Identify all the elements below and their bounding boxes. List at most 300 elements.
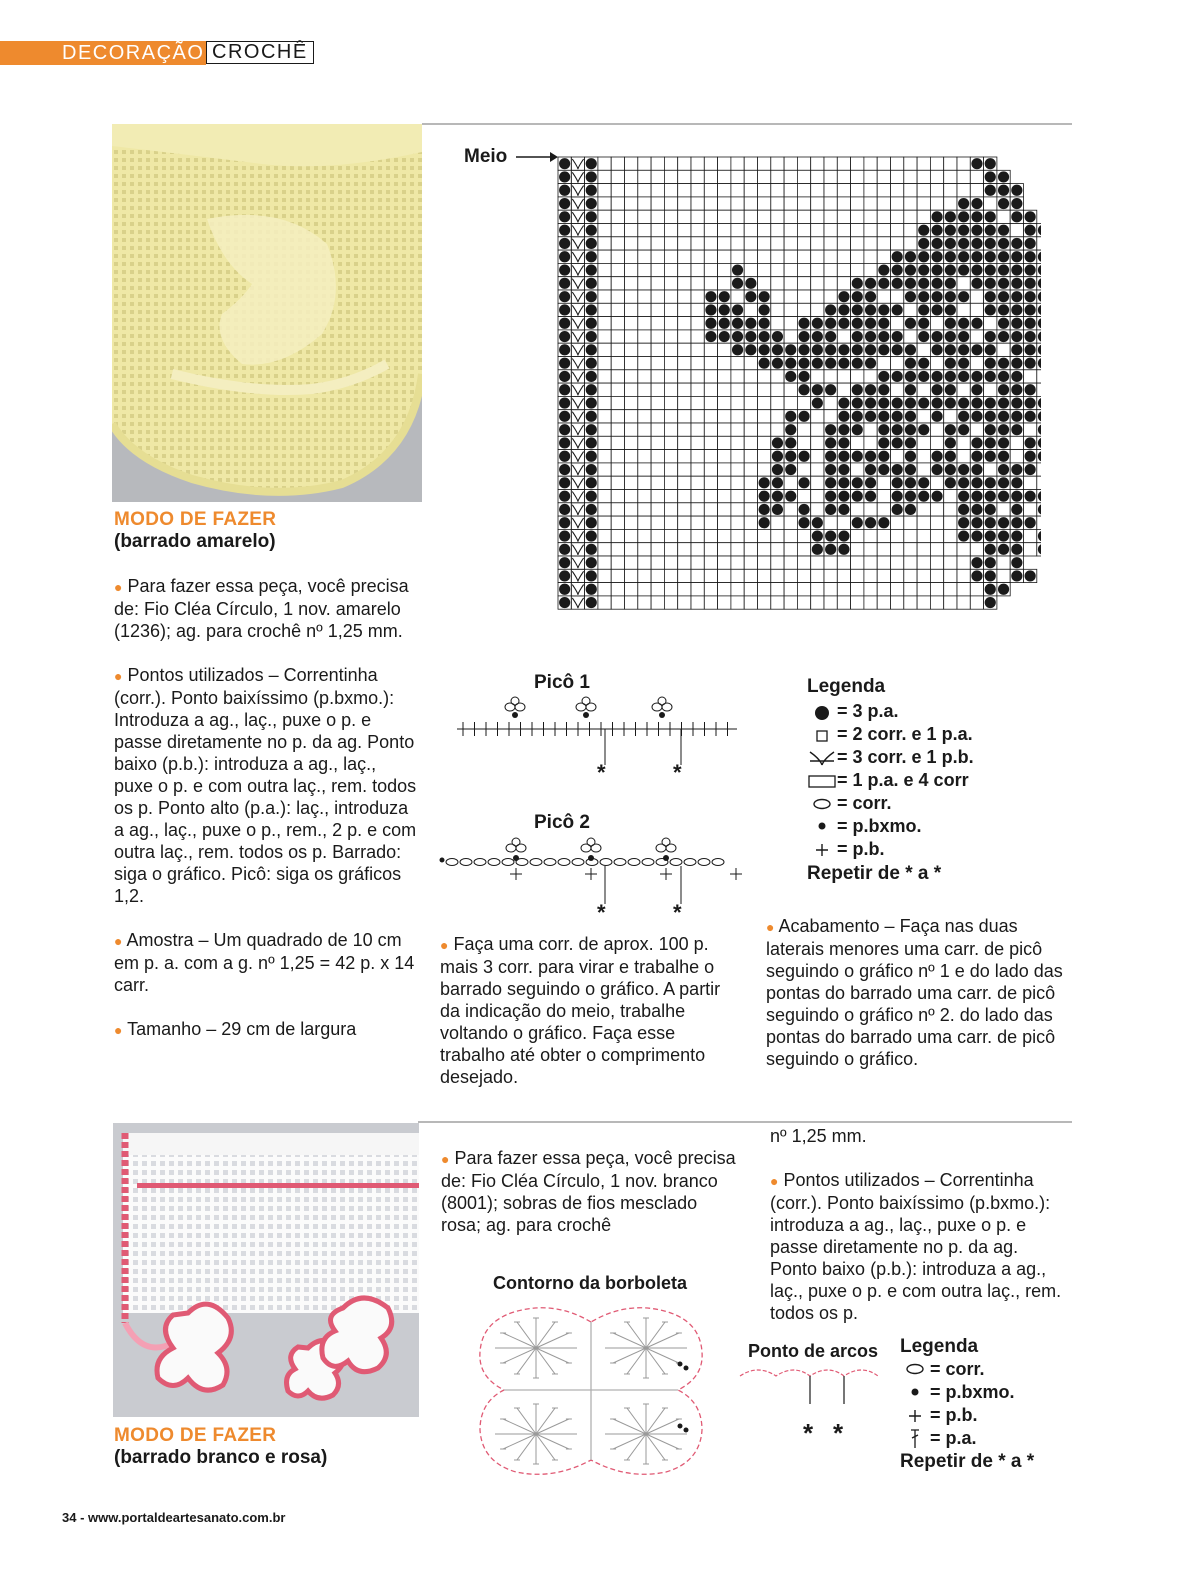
chart-cell bbox=[891, 357, 904, 370]
chart-cell bbox=[811, 450, 824, 463]
chart-cell bbox=[651, 423, 664, 436]
chart-cell bbox=[877, 490, 890, 503]
chart-filled-cell bbox=[759, 491, 770, 502]
chart-filled-cell bbox=[905, 464, 916, 475]
chart-cell bbox=[638, 277, 651, 290]
bottom-middle-paragraph: ● Para fazer essa peça, você precisa de: Fio Cléa Círculo, 1 nov. branco (8001); sobras de fios mesclado rosa; ag. para crochê bbox=[441, 1148, 736, 1235]
chart-cell bbox=[744, 357, 757, 370]
chart-filled-cell bbox=[985, 451, 996, 462]
chart-filled-cell bbox=[998, 437, 1009, 448]
chart-filled-cell bbox=[559, 371, 570, 382]
chart-filled-cell bbox=[985, 211, 996, 222]
chart-cell bbox=[664, 357, 677, 370]
chart-filled-cell bbox=[825, 544, 836, 555]
chart-cell bbox=[837, 370, 850, 383]
chart-cell bbox=[771, 263, 784, 276]
chart-filled-cell bbox=[1025, 251, 1036, 262]
chart-picot-cell bbox=[572, 492, 583, 502]
chart-cell bbox=[758, 370, 771, 383]
chart-filled-cell bbox=[998, 584, 1009, 595]
chart-filled-cell bbox=[772, 331, 783, 342]
chart-cell bbox=[678, 250, 691, 263]
chart-cell bbox=[651, 224, 664, 237]
chart-filled-cell bbox=[772, 358, 783, 369]
chart-filled-cell bbox=[838, 491, 849, 502]
chart-cell bbox=[758, 410, 771, 423]
chart-cell bbox=[957, 583, 970, 596]
chart-cell bbox=[744, 516, 757, 529]
chart-cell bbox=[784, 250, 797, 263]
chart-filled-cell bbox=[759, 517, 770, 528]
chart-cell bbox=[638, 330, 651, 343]
chart-cell bbox=[691, 396, 704, 409]
chart-filled-cell bbox=[998, 491, 1009, 502]
chart-cell bbox=[851, 263, 864, 276]
chart-cell bbox=[691, 436, 704, 449]
chart-cell bbox=[678, 330, 691, 343]
chart-filled-cell bbox=[772, 504, 783, 515]
chart-filled-cell bbox=[865, 477, 876, 488]
chart-cell bbox=[758, 263, 771, 276]
chart-cell bbox=[611, 490, 624, 503]
chart-cell bbox=[771, 529, 784, 542]
chart-cell bbox=[704, 237, 717, 250]
chart-cell bbox=[864, 503, 877, 516]
chart-filled-cell bbox=[586, 597, 597, 608]
chart-cell bbox=[771, 370, 784, 383]
section-label: DECORAÇÃO bbox=[62, 42, 205, 64]
chart-cell bbox=[997, 343, 1010, 356]
chart-cell bbox=[784, 476, 797, 489]
chart-filled-cell bbox=[559, 584, 570, 595]
chart-cell bbox=[1024, 543, 1037, 556]
chart-filled-cell bbox=[825, 530, 836, 541]
chart-filled-cell bbox=[586, 278, 597, 289]
chart-cell bbox=[598, 596, 611, 609]
chart-filled-cell bbox=[931, 291, 942, 302]
chart-filled-cell bbox=[878, 517, 889, 528]
chart-filled-cell bbox=[586, 344, 597, 355]
chart-filled-cell bbox=[958, 530, 969, 541]
chart-cell bbox=[651, 357, 664, 370]
chart-filled-cell bbox=[1011, 517, 1022, 528]
chart-cell bbox=[877, 210, 890, 223]
chart-filled-cell bbox=[985, 570, 996, 581]
chart-cell bbox=[824, 224, 837, 237]
chart-filled-cell bbox=[878, 451, 889, 462]
chart-filled-cell bbox=[745, 278, 756, 289]
chart-cell bbox=[811, 250, 824, 263]
chart-picot-cell bbox=[572, 505, 583, 515]
chart-filled-cell bbox=[559, 464, 570, 475]
chart-filled-cell bbox=[838, 291, 849, 302]
chart-filled-cell bbox=[559, 171, 570, 182]
chart-cell bbox=[611, 503, 624, 516]
chart-filled-cell bbox=[798, 318, 809, 329]
top-rule bbox=[422, 123, 1072, 125]
chart-cell bbox=[678, 490, 691, 503]
chart-cell bbox=[638, 170, 651, 183]
chart-filled-cell bbox=[878, 304, 889, 315]
chart-cell bbox=[598, 343, 611, 356]
chart-cell bbox=[797, 583, 810, 596]
chart-cell bbox=[678, 476, 691, 489]
chart-cell bbox=[625, 410, 638, 423]
chart-filled-cell bbox=[918, 331, 929, 342]
chart-cell bbox=[651, 596, 664, 609]
legend-row bbox=[807, 746, 974, 769]
chart-cell bbox=[851, 250, 864, 263]
chart-cell bbox=[718, 463, 731, 476]
chart-cell bbox=[638, 556, 651, 569]
chart-cell bbox=[851, 237, 864, 250]
chart-filled-cell bbox=[931, 225, 942, 236]
chart-cell bbox=[758, 436, 771, 449]
chart-cell bbox=[891, 210, 904, 223]
chart-cell bbox=[611, 210, 624, 223]
chart-cell bbox=[731, 237, 744, 250]
pico2-mark-2: * bbox=[673, 900, 682, 925]
legend-text: = 3 p.a. bbox=[837, 701, 899, 721]
chart-filled-cell bbox=[798, 344, 809, 355]
chart-cell bbox=[731, 383, 744, 396]
chart-cell bbox=[891, 197, 904, 210]
chart-filled-cell bbox=[905, 477, 916, 488]
chart-cell bbox=[970, 357, 983, 370]
chart-filled-cell bbox=[945, 477, 956, 488]
chart-cell bbox=[691, 556, 704, 569]
chart-cell bbox=[718, 569, 731, 582]
chart-filled-cell bbox=[865, 491, 876, 502]
chart-cell bbox=[704, 476, 717, 489]
chart-cell bbox=[598, 396, 611, 409]
chart-filled-cell bbox=[798, 504, 809, 515]
chart-cell bbox=[731, 157, 744, 170]
chart-cell bbox=[744, 250, 757, 263]
chart-cell bbox=[891, 516, 904, 529]
chart-cell bbox=[731, 543, 744, 556]
left-paragraph-2: ● Pontos utilizados – Correntinha (corr.). Ponto baixíssimo (p.bxmo.): Introduza a ag., laç., puxe o p. e passe diretamente no p. da ag. Ponto baixo (p.b.): introduza a ag., laç., puxe o p. e com outra laç., rem. todos os p. Ponto alto (p.a.): laç., introduza a ag., laç., puxe o p., rem., 2 p. e com outra laç., rem. todos os p. Barrado: siga o gráfico. Picô: siga os gráficos 1,2. bbox=[114, 665, 417, 906]
chart-cell bbox=[704, 450, 717, 463]
chart-cell bbox=[891, 157, 904, 170]
chart-cell bbox=[664, 556, 677, 569]
chart-filled-cell bbox=[1011, 358, 1022, 369]
chart-cell bbox=[1010, 450, 1023, 463]
chart-picot-cell bbox=[572, 172, 583, 182]
chart-filled-cell bbox=[998, 251, 1009, 262]
chart-cell bbox=[638, 503, 651, 516]
chart-cell bbox=[638, 157, 651, 170]
chart-filled-cell bbox=[865, 397, 876, 408]
chart-filled-cell bbox=[958, 291, 969, 302]
chart-cell bbox=[957, 436, 970, 449]
chart-cell bbox=[930, 423, 943, 436]
chart-filled-cell bbox=[785, 411, 796, 422]
arcos-title: Ponto de arcos bbox=[748, 1341, 879, 1361]
chart-filled-cell bbox=[998, 198, 1009, 209]
chart-cell bbox=[851, 543, 864, 556]
chart-filled-cell bbox=[785, 344, 796, 355]
chart-cell bbox=[771, 556, 784, 569]
chart-filled-cell bbox=[958, 517, 969, 528]
chart-filled-cell bbox=[559, 424, 570, 435]
chart-cell bbox=[651, 370, 664, 383]
legend-row bbox=[900, 1427, 1034, 1450]
chart-filled-cell bbox=[586, 225, 597, 236]
chart-cell bbox=[718, 237, 731, 250]
chart-cell bbox=[611, 357, 624, 370]
chart-cell bbox=[744, 237, 757, 250]
chart-filled-cell bbox=[586, 544, 597, 555]
chart-filled-cell bbox=[759, 344, 770, 355]
legend-text: = 3 corr. e 1 p.b. bbox=[837, 747, 974, 767]
chart-filled-cell bbox=[971, 437, 982, 448]
chart-filled-cell bbox=[918, 397, 929, 408]
chart-filled-cell bbox=[586, 411, 597, 422]
legend-row bbox=[807, 838, 974, 861]
chart-filled-cell bbox=[559, 557, 570, 568]
chart-filled-cell bbox=[865, 278, 876, 289]
chart-cell bbox=[917, 436, 930, 449]
chart-cell bbox=[651, 569, 664, 582]
chart-cell bbox=[691, 157, 704, 170]
chart-cell bbox=[784, 383, 797, 396]
chart-cell bbox=[1037, 516, 1041, 529]
chart-filled-cell bbox=[878, 464, 889, 475]
chart-cell bbox=[678, 157, 691, 170]
chart-cell bbox=[718, 516, 731, 529]
chart-cell bbox=[957, 170, 970, 183]
arcos-mark-1: * bbox=[803, 1418, 814, 1448]
chart-cell bbox=[944, 410, 957, 423]
picot-mark bbox=[652, 697, 672, 718]
chart-cell bbox=[611, 277, 624, 290]
chart-picot-cell bbox=[572, 159, 583, 169]
chart-cell bbox=[758, 450, 771, 463]
chart-cell bbox=[718, 556, 731, 569]
chart-cell bbox=[904, 529, 917, 542]
chart-cell bbox=[731, 396, 744, 409]
chart-filled-cell bbox=[825, 304, 836, 315]
chart-cell bbox=[970, 583, 983, 596]
chart-cell bbox=[651, 450, 664, 463]
chart-filled-cell bbox=[998, 424, 1009, 435]
chart-cell bbox=[824, 250, 837, 263]
chart-filled-cell bbox=[878, 424, 889, 435]
chart-cell bbox=[744, 210, 757, 223]
chart-cell bbox=[944, 569, 957, 582]
chart-cell bbox=[731, 503, 744, 516]
chart-cell bbox=[625, 263, 638, 276]
chart-cell bbox=[691, 450, 704, 463]
chart-picot-cell bbox=[572, 252, 583, 262]
chart-filled-cell bbox=[732, 331, 743, 342]
chart-filled-cell bbox=[559, 185, 570, 196]
chart-filled-cell bbox=[586, 185, 597, 196]
chart-cell bbox=[864, 184, 877, 197]
chart-cell bbox=[625, 463, 638, 476]
chart-filled-cell bbox=[998, 331, 1009, 342]
chart-cell bbox=[598, 330, 611, 343]
chart-filled-cell bbox=[971, 198, 982, 209]
chart-filled-cell bbox=[998, 291, 1009, 302]
chart-cell bbox=[744, 436, 757, 449]
chart-cell bbox=[944, 516, 957, 529]
chart-cell bbox=[824, 556, 837, 569]
chart-cell bbox=[638, 263, 651, 276]
chart-picot-cell bbox=[572, 398, 583, 408]
chart-cell bbox=[824, 370, 837, 383]
chart-cell bbox=[811, 463, 824, 476]
chart-cell bbox=[691, 543, 704, 556]
chart-filled-cell bbox=[825, 491, 836, 502]
chart-filled-cell bbox=[971, 517, 982, 528]
chart-filled-cell bbox=[812, 344, 823, 355]
chart-filled-cell bbox=[998, 530, 1009, 541]
chart-filled-cell bbox=[892, 344, 903, 355]
chart-filled-cell bbox=[1011, 251, 1022, 262]
chart-filled-cell bbox=[559, 384, 570, 395]
chart-cell bbox=[638, 543, 651, 556]
chart-cell bbox=[638, 396, 651, 409]
chart-cell bbox=[625, 303, 638, 316]
chart-cell bbox=[771, 277, 784, 290]
chart-cell bbox=[744, 583, 757, 596]
legend-text: = p.a. bbox=[930, 1428, 977, 1448]
chart-cell bbox=[758, 583, 771, 596]
chart-cell bbox=[877, 250, 890, 263]
chart-cell bbox=[784, 330, 797, 343]
bullet-icon: ● bbox=[441, 1151, 450, 1167]
chart-filled-cell bbox=[559, 211, 570, 222]
chart-filled-cell bbox=[958, 411, 969, 422]
chart-filled-cell bbox=[892, 411, 903, 422]
chart-filled-cell bbox=[905, 384, 916, 395]
chart-filled-cell bbox=[865, 464, 876, 475]
chart-filled-cell bbox=[905, 424, 916, 435]
chart-cell bbox=[837, 224, 850, 237]
chart-cell bbox=[611, 317, 624, 330]
open-square-icon bbox=[807, 726, 837, 744]
legend-text: = 1 p.a. e 4 corr bbox=[837, 770, 969, 790]
chart-cell bbox=[718, 596, 731, 609]
category-label: CROCHÊ bbox=[206, 41, 314, 64]
chart-cell bbox=[731, 476, 744, 489]
chart-cell bbox=[664, 423, 677, 436]
chart-filled-cell bbox=[865, 451, 876, 462]
chart-cell bbox=[944, 529, 957, 542]
chart-cell bbox=[797, 290, 810, 303]
chart-filled-cell bbox=[931, 238, 942, 249]
legend-filet-repeat: Repetir de * a * bbox=[807, 863, 942, 884]
chart-cell bbox=[744, 503, 757, 516]
chart-cell bbox=[625, 157, 638, 170]
chart-cell bbox=[638, 343, 651, 356]
chart-cell bbox=[651, 184, 664, 197]
chart-filled-cell bbox=[1011, 331, 1022, 342]
chart-filled-cell bbox=[586, 318, 597, 329]
chart-filled-cell bbox=[918, 371, 929, 382]
chart-filled-cell bbox=[878, 437, 889, 448]
bullet-icon: ● bbox=[114, 579, 123, 595]
chart-filled-cell bbox=[985, 397, 996, 408]
legend-butterfly bbox=[900, 1335, 1034, 1473]
chart-cell bbox=[811, 423, 824, 436]
chart-cell bbox=[970, 170, 983, 183]
chart-filled-cell bbox=[971, 411, 982, 422]
chart-cell bbox=[957, 157, 970, 170]
chart-filled-cell bbox=[772, 437, 783, 448]
chart-cell bbox=[811, 170, 824, 183]
chart-filled-cell bbox=[586, 238, 597, 249]
chart-cell bbox=[611, 396, 624, 409]
chart-cell bbox=[758, 463, 771, 476]
chart-cell bbox=[704, 370, 717, 383]
chart-cell bbox=[784, 503, 797, 516]
chart-cell bbox=[651, 343, 664, 356]
chart-cell bbox=[744, 157, 757, 170]
chart-cell bbox=[930, 476, 943, 489]
chart-cell bbox=[797, 569, 810, 582]
chart-filled-cell bbox=[559, 411, 570, 422]
chart-picot-cell bbox=[572, 319, 583, 329]
chart-filled-cell bbox=[586, 517, 597, 528]
chart-filled-cell bbox=[971, 344, 982, 355]
chart-cell bbox=[598, 157, 611, 170]
chart-filled-cell bbox=[559, 318, 570, 329]
chart-filled-cell bbox=[719, 291, 730, 302]
chart-cell bbox=[811, 224, 824, 237]
chart-cell bbox=[625, 383, 638, 396]
chart-cell bbox=[664, 583, 677, 596]
chart-picot-cell bbox=[572, 412, 583, 422]
chart-cell bbox=[904, 303, 917, 316]
chart-cell bbox=[678, 263, 691, 276]
chart-cell bbox=[944, 596, 957, 609]
chart-filled-cell bbox=[892, 304, 903, 315]
chart-cell bbox=[877, 503, 890, 516]
chart-cell bbox=[957, 277, 970, 290]
chart-cell bbox=[664, 383, 677, 396]
chart-filled-cell bbox=[1011, 464, 1022, 475]
chart-cell bbox=[625, 250, 638, 263]
chart-cell bbox=[718, 383, 731, 396]
chart-filled-cell bbox=[785, 451, 796, 462]
chart-filled-cell bbox=[998, 171, 1009, 182]
chart-filled-cell bbox=[1011, 344, 1022, 355]
chart-cell bbox=[625, 476, 638, 489]
chart-cell bbox=[997, 569, 1010, 582]
chart-filled-cell bbox=[586, 371, 597, 382]
chain-icon bbox=[900, 1361, 930, 1379]
chart-filled-cell bbox=[852, 304, 863, 315]
chart-cell bbox=[651, 277, 664, 290]
chart-filled-cell bbox=[918, 424, 929, 435]
chart-filled-cell bbox=[559, 251, 570, 262]
chart-filled-cell bbox=[958, 464, 969, 475]
chart-filled-cell bbox=[998, 304, 1009, 315]
chart-cell bbox=[651, 237, 664, 250]
chart-cell bbox=[771, 157, 784, 170]
chart-cell bbox=[691, 197, 704, 210]
chart-cell bbox=[784, 290, 797, 303]
chart-cell bbox=[625, 490, 638, 503]
chart-cell bbox=[811, 184, 824, 197]
chart-cell bbox=[824, 569, 837, 582]
chart-cell bbox=[598, 370, 611, 383]
chart-filled-cell bbox=[985, 171, 996, 182]
chart-cell bbox=[718, 357, 731, 370]
